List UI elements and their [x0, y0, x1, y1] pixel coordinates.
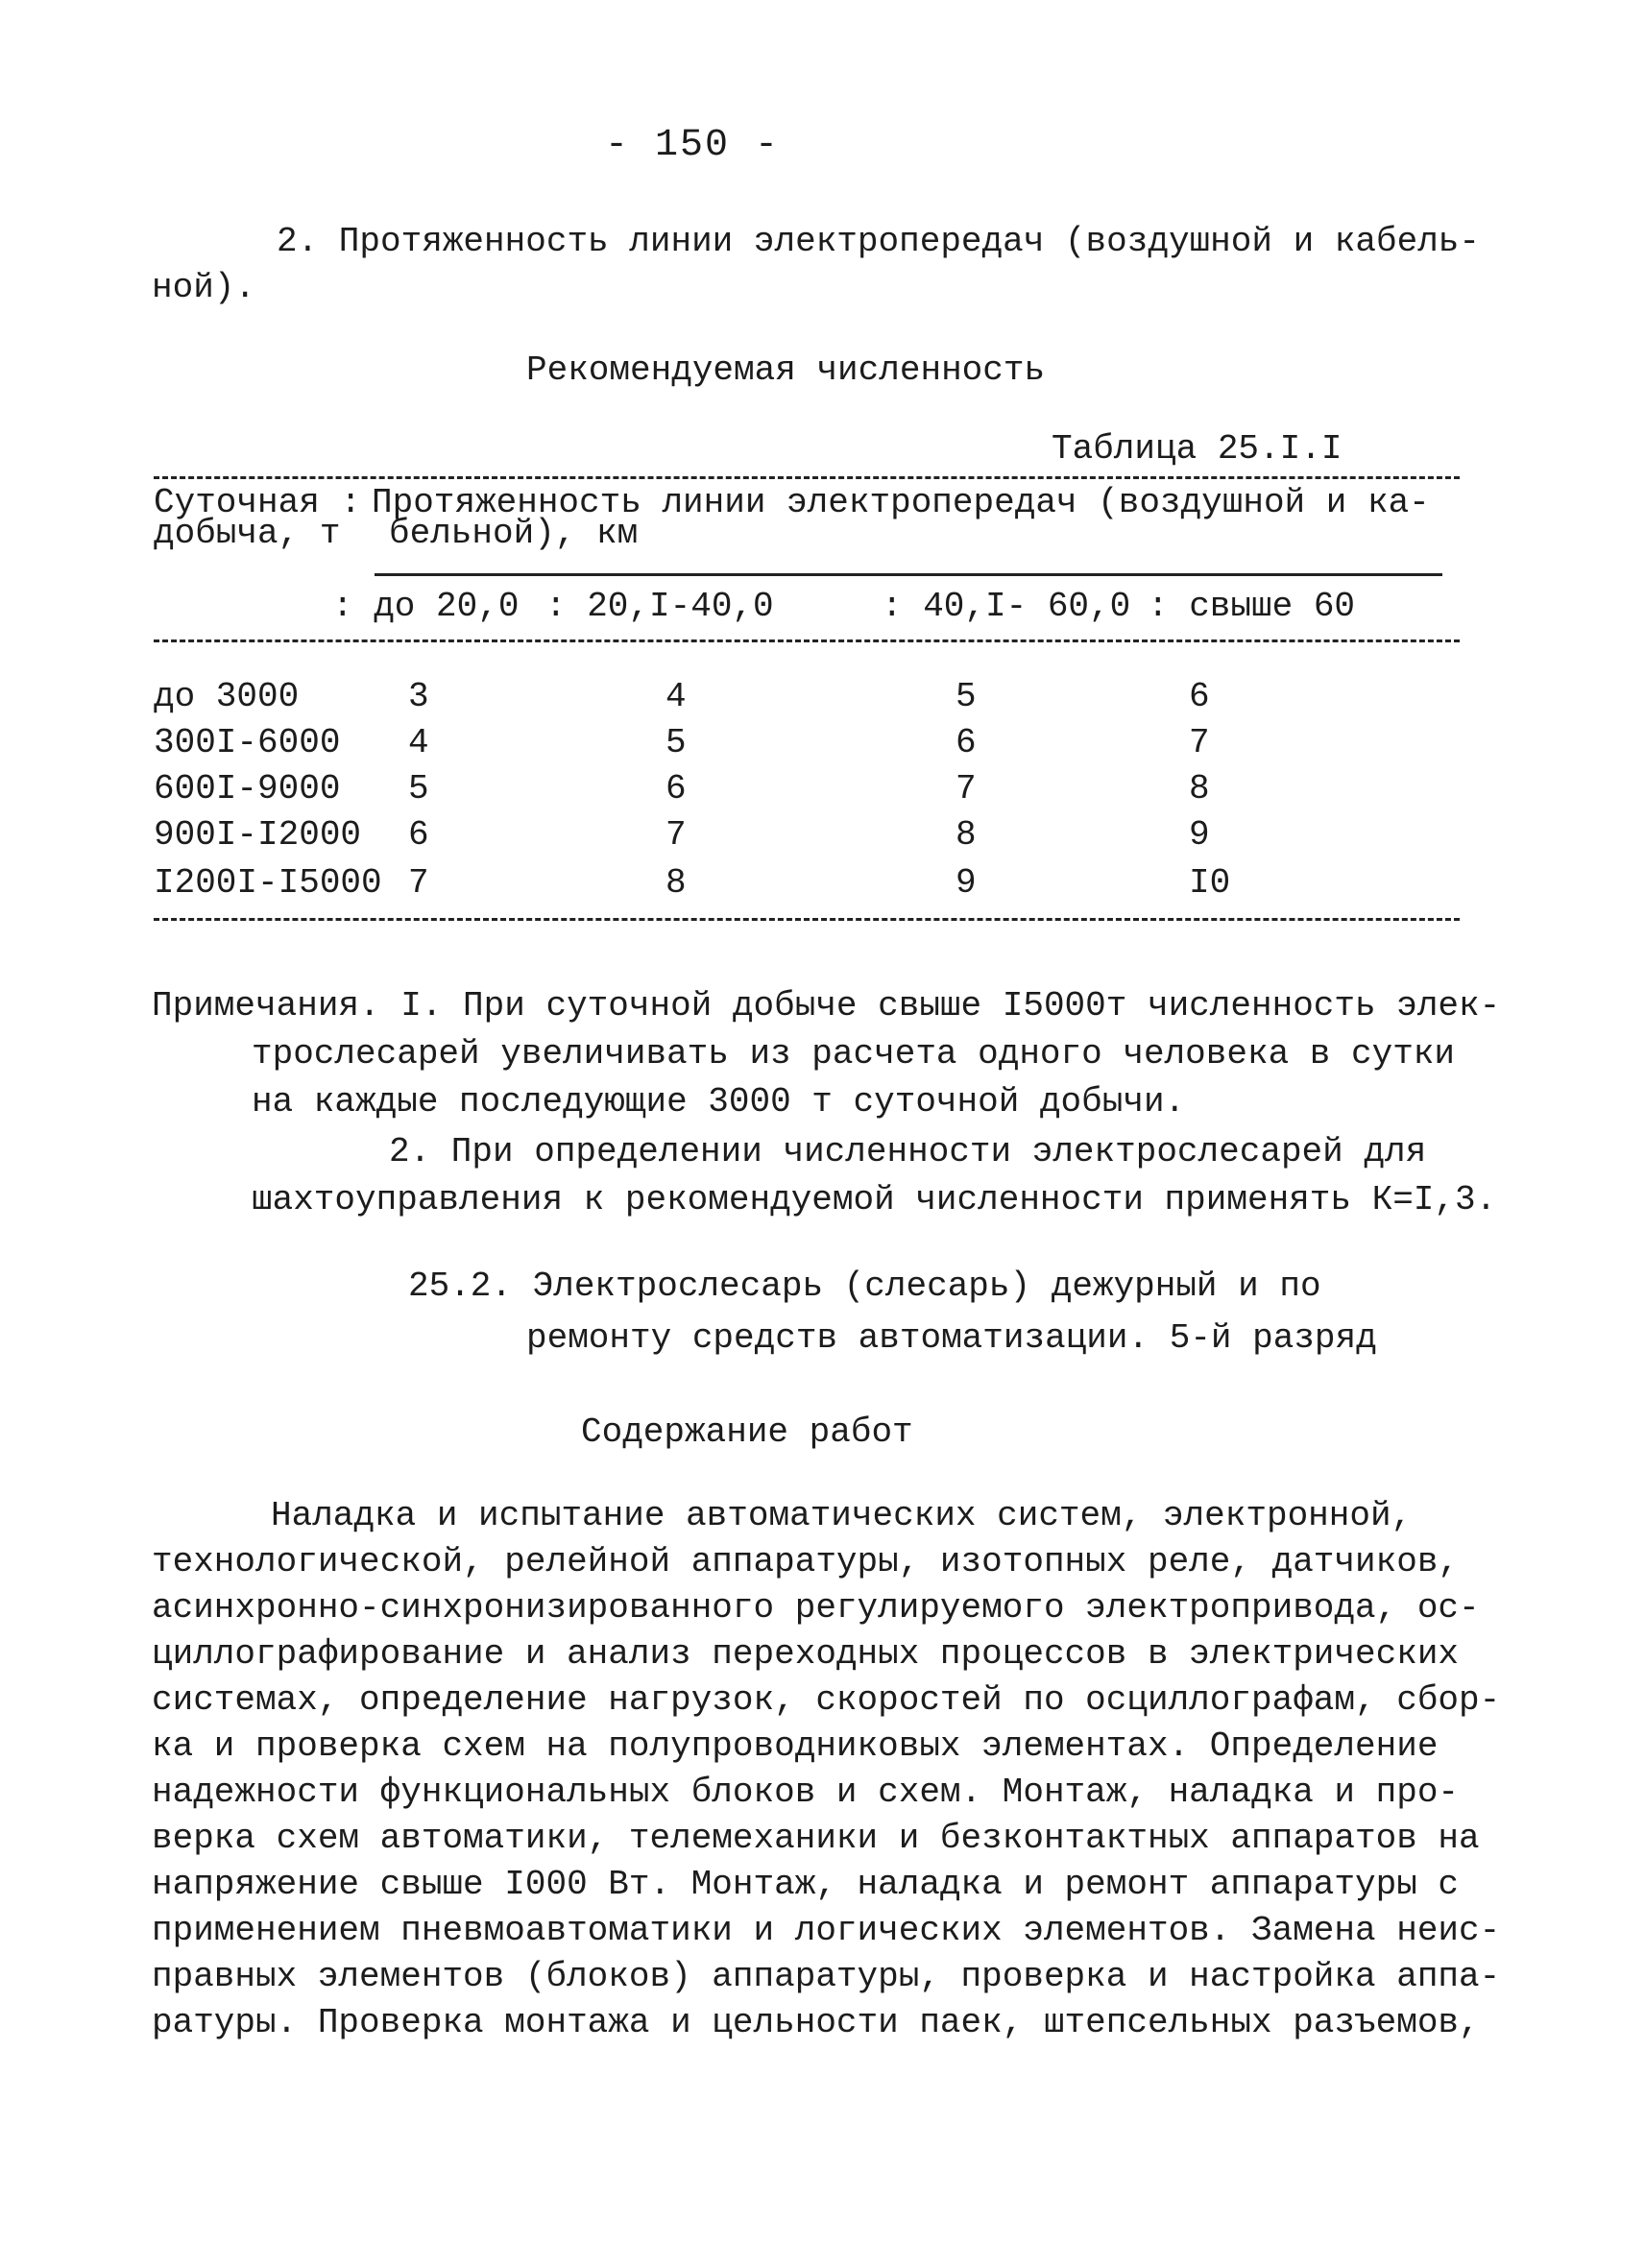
body-line: ка и проверка схем на полупроводниковых элементах. Определение	[152, 1726, 1439, 1766]
row-col-1: 5	[408, 769, 429, 808]
body-line: напряжение свыше I000 Вт. Монтаж, наладка и ремонт аппаратуры с	[152, 1865, 1460, 1904]
header-left-line-1: Суточная :	[154, 483, 362, 522]
intro-line-1: 2. Протяженность линии электропередач (воздушной и кабель-	[277, 222, 1481, 261]
body-line: ратуры. Проверка монтажа и цельности паек, штепсельных разъемов,	[152, 2003, 1480, 2042]
section-heading-line-1: 25.2. Электрослесарь (слесарь) дежурный и по	[408, 1267, 1321, 1306]
content-heading: Содержание работ	[581, 1412, 913, 1452]
body-line: применением пневмоавтоматики и логических элементов. Замена неис-	[152, 1911, 1501, 1950]
row-range: I200I-I5000	[154, 863, 382, 903]
body-line: правных элементов (блоков) аппаратуры, проверка и настройка аппа-	[152, 1957, 1501, 1996]
row-col-3: 7	[956, 769, 977, 808]
table-row	[0, 860, 1645, 906]
row-col-1: 6	[408, 815, 429, 855]
table-row	[0, 766, 1645, 812]
row-range: 300I-6000	[154, 723, 341, 762]
intro-line-2: ной).	[152, 268, 256, 307]
row-col-4: 8	[1189, 769, 1210, 808]
header-main-line-2: бельной), км	[389, 514, 639, 553]
row-range: 900I-I2000	[154, 815, 362, 855]
row-col-2: 5	[665, 723, 687, 762]
subheader-col-4: : свыше 60	[1148, 587, 1356, 626]
header-left-line-2: добыча, т	[154, 514, 341, 553]
header-bottom-rule	[154, 639, 1460, 642]
table-top-rule	[154, 476, 1460, 479]
note-line-3: на каждые последующие 3000 т суточной добычи.	[252, 1082, 1186, 1122]
note-line-2: трослесарей увеличивать из расчета одного человека в сутки	[252, 1034, 1456, 1074]
row-col-2: 7	[665, 815, 687, 855]
row-col-4: 6	[1189, 677, 1210, 716]
row-col-1: 3	[408, 677, 429, 716]
body-line: технологической, релейной аппаратуры, изотопных реле, датчиков,	[152, 1542, 1460, 1581]
note-line-4: 2. При определении численности электрослесарей для	[389, 1132, 1427, 1171]
row-col-4: I0	[1189, 863, 1231, 903]
row-col-1: 4	[408, 723, 429, 762]
row-col-3: 8	[956, 815, 977, 855]
note-line-5: шахтоуправления к рекомендуемой численности применять К=I,3.	[252, 1180, 1497, 1219]
row-col-4: 9	[1189, 815, 1210, 855]
page-number: - 150 -	[605, 124, 781, 167]
row-col-4: 7	[1189, 723, 1210, 762]
table-bottom-rule	[154, 918, 1460, 921]
body-line: системах, определение нагрузок, скоростей по осциллографам, сбор-	[152, 1680, 1501, 1720]
row-range: 600I-9000	[154, 769, 341, 808]
table-row	[0, 812, 1645, 858]
subheader-col-2: : 20,I-40,0	[545, 587, 774, 626]
section-heading-line-2: ремонту средств автоматизации. 5-й разряд	[526, 1318, 1377, 1358]
body-line: Наладка и испытание автоматических систем, электронной,	[271, 1496, 1413, 1535]
body-line: асинхронно-синхронизированного регулируемого электропривода, ос-	[152, 1588, 1480, 1628]
subheader-col-1: : до 20,0	[332, 587, 520, 626]
row-col-1: 7	[408, 863, 429, 903]
body-line: надежности функциональных блоков и схем. Монтаж, наладка и про-	[152, 1773, 1460, 1812]
table-row	[0, 674, 1645, 720]
body-line: верка схем автоматики, телемеханики и безконтактных аппаратов на	[152, 1819, 1480, 1858]
table-label: Таблица 25.I.I	[1052, 429, 1343, 469]
table-caption: Рекомендуемая численность	[526, 350, 1046, 390]
row-col-3: 9	[956, 863, 977, 903]
body-line: циллографирование и анализ переходных процессов в электрических	[152, 1634, 1460, 1674]
row-col-2: 6	[665, 769, 687, 808]
row-col-2: 8	[665, 863, 687, 903]
table-row	[0, 720, 1645, 766]
header-main-line-1: Протяженность линии электропередач (воздушной и ка-	[372, 483, 1430, 522]
row-col-3: 5	[956, 677, 977, 716]
row-col-3: 6	[956, 723, 977, 762]
row-range: до 3000	[154, 677, 300, 716]
subheader-col-3: : 40,I- 60,0	[882, 587, 1131, 626]
row-col-2: 4	[665, 677, 687, 716]
header-sub-rule	[375, 573, 1442, 576]
note-line-1: Примечания. I. При суточной добыче свыше I5000т численность элек-	[152, 986, 1501, 1025]
